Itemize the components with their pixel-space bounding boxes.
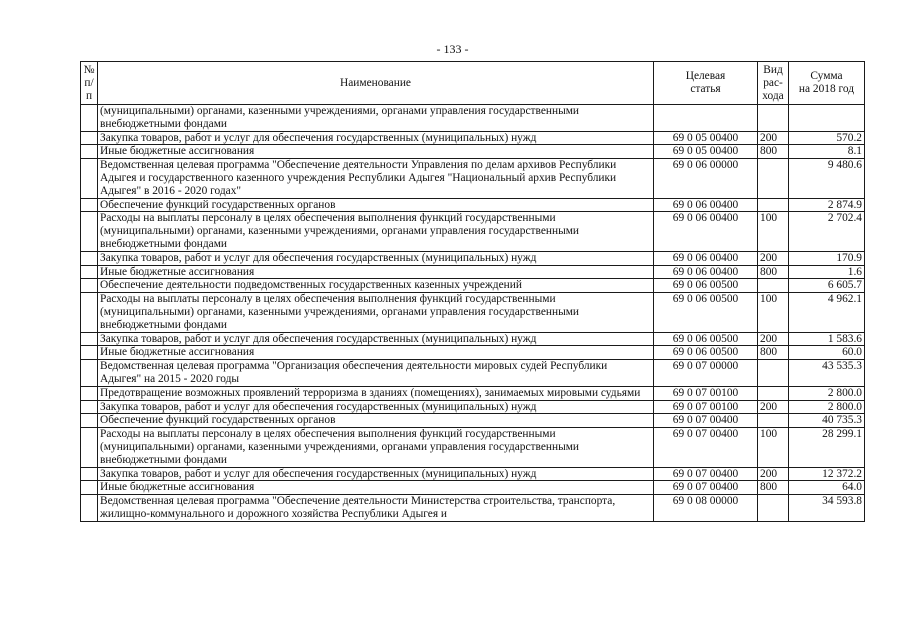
cell-target: 69 0 06 00400 (654, 251, 758, 265)
cell-num (81, 279, 98, 293)
cell-target: 69 0 06 00500 (654, 346, 758, 360)
cell-target: 69 0 06 00000 (654, 159, 758, 198)
cell-name: Обеспечение деятельности подведомственных государственных казенных учреждений (98, 279, 654, 293)
cell-name: Ведомственная целевая программа "Организация обеспечения деятельности мировых судей Республики Адыгея" на 2015 - 2020 годы (98, 360, 654, 387)
cell-num (81, 131, 98, 145)
table-row (81, 279, 865, 293)
cell-name: Закупка товаров, работ и услуг для обеспечения государственных (муниципальных) нужд (98, 400, 654, 414)
cell-type (758, 105, 789, 132)
header-sum (789, 62, 865, 105)
cell-type: 200 (758, 400, 789, 414)
cell-num (81, 495, 98, 522)
cell-type (758, 360, 789, 387)
cell-target: 69 0 06 00500 (654, 293, 758, 332)
cell-target: 69 0 06 00400 (654, 265, 758, 279)
header-type-line-2: рас- (763, 76, 783, 89)
cell-num (81, 212, 98, 251)
cell-type: 800 (758, 265, 789, 279)
table-row (81, 145, 865, 159)
table-row (81, 159, 865, 198)
cell-name: Расходы на выплаты персоналу в целях обеспечения выполнения функций государственными (муниципальными) органами, казенными учреждениями, органами управления государственными внебюджетными фондами (98, 212, 654, 251)
header-type-line-3: хода (762, 89, 784, 102)
header-target-line-1: Целевая (685, 70, 726, 82)
cell-num (81, 265, 98, 279)
cell-name: Иные бюджетные ассигнования (98, 265, 654, 279)
table-row (81, 467, 865, 481)
cell-name: (муниципальными) органами, казенными учреждениями, органами управления государственными внебюджетными фондами (98, 105, 654, 132)
header-type-line-1: Вид (763, 63, 783, 76)
table-row (81, 400, 865, 414)
cell-type (758, 386, 789, 400)
table-row (81, 386, 865, 400)
cell-name: Расходы на выплаты персоналу в целях обеспечения выполнения функций государственными (муниципальными) органами, казенными учреждениями, органами управления государственными внебюджетными фондами (98, 428, 654, 467)
cell-type: 800 (758, 481, 789, 495)
table-row (81, 212, 865, 251)
cell-num (81, 159, 98, 198)
cell-sum: 12 372.2 (789, 467, 865, 481)
cell-type (758, 279, 789, 293)
cell-type: 200 (758, 467, 789, 481)
cell-num (81, 105, 98, 132)
cell-name: Иные бюджетные ассигнования (98, 346, 654, 360)
cell-type: 100 (758, 212, 789, 251)
cell-name: Ведомственная целевая программа "Обеспечение деятельности Министерства строительства, транспорта, жилищно-коммунального и дорожного хозяйства Республики Адыгея и (98, 495, 654, 522)
cell-type: 200 (758, 131, 789, 145)
header-sum-line-2: на 2018 год (798, 83, 855, 95)
cell-name: Закупка товаров, работ и услуг для обеспечения государственных (муниципальных) нужд (98, 332, 654, 346)
cell-num (81, 251, 98, 265)
cell-sum: 64.0 (789, 481, 865, 495)
cell-sum: 1 583.6 (789, 332, 865, 346)
table-row (81, 332, 865, 346)
header-target-line-2: статья (690, 83, 721, 95)
page-number: - 133 - (436, 42, 469, 56)
table-row (81, 131, 865, 145)
cell-name: Обеспечение функций государственных органов (98, 414, 654, 428)
cell-type (758, 414, 789, 428)
cell-name: Закупка товаров, работ и услуг для обеспечения государственных (муниципальных) нужд (98, 131, 654, 145)
cell-num (81, 332, 98, 346)
cell-sum: 40 735.3 (789, 414, 865, 428)
header-sum-line-1: Сумма (810, 70, 843, 82)
cell-type: 800 (758, 346, 789, 360)
table-row (81, 198, 865, 212)
cell-target: 69 0 06 00500 (654, 332, 758, 346)
cell-sum: 2 800.0 (789, 400, 865, 414)
cell-target (654, 105, 758, 132)
cell-type: 100 (758, 293, 789, 332)
cell-type: 200 (758, 251, 789, 265)
cell-name: Закупка товаров, работ и услуг для обеспечения государственных (муниципальных) нужд (98, 251, 654, 265)
cell-type (758, 159, 789, 198)
table-row (81, 293, 865, 332)
cell-sum: 28 299.1 (789, 428, 865, 467)
header-num-line-1: № (83, 63, 95, 76)
table-row (81, 481, 865, 495)
header-type (758, 62, 789, 105)
budget-table (80, 61, 865, 522)
cell-sum: 1.6 (789, 265, 865, 279)
table-body (81, 105, 865, 522)
cell-sum: 2 874.9 (789, 198, 865, 212)
cell-target: 69 0 07 00000 (654, 360, 758, 387)
table-row (81, 105, 865, 132)
cell-sum: 2 800.0 (789, 386, 865, 400)
cell-sum: 60.0 (789, 346, 865, 360)
cell-sum: 170.9 (789, 251, 865, 265)
cell-type: 800 (758, 145, 789, 159)
cell-sum: 34 593.8 (789, 495, 865, 522)
cell-target: 69 0 07 00400 (654, 481, 758, 495)
cell-name: Предотвращение возможных проявлений терроризма в зданиях (помещениях), занимаемых мировыми судьями (98, 386, 654, 400)
table-row (81, 265, 865, 279)
table-header-row (81, 62, 865, 105)
table-row (81, 414, 865, 428)
cell-name: Обеспечение функций государственных органов (98, 198, 654, 212)
cell-sum: 6 605.7 (789, 279, 865, 293)
table-row (81, 251, 865, 265)
header-name: Наименование (98, 62, 654, 105)
cell-sum: 43 535.3 (789, 360, 865, 387)
cell-name: Иные бюджетные ассигнования (98, 481, 654, 495)
cell-type (758, 198, 789, 212)
cell-num (81, 414, 98, 428)
cell-target: 69 0 07 00400 (654, 428, 758, 467)
cell-name: Закупка товаров, работ и услуг для обеспечения государственных (муниципальных) нужд (98, 467, 654, 481)
cell-sum: 9 480.6 (789, 159, 865, 198)
cell-num (81, 293, 98, 332)
cell-target: 69 0 07 00400 (654, 467, 758, 481)
cell-num (81, 428, 98, 467)
cell-type: 200 (758, 332, 789, 346)
table-row (81, 428, 865, 467)
cell-num (81, 400, 98, 414)
cell-target: 69 0 06 00400 (654, 198, 758, 212)
cell-num (81, 467, 98, 481)
table-row (81, 346, 865, 360)
table-row (81, 495, 865, 522)
cell-target: 69 0 06 00400 (654, 212, 758, 251)
cell-name: Иные бюджетные ассигнования (98, 145, 654, 159)
cell-num (81, 386, 98, 400)
header-target (654, 62, 758, 105)
header-num (81, 62, 98, 105)
cell-sum: 8.1 (789, 145, 865, 159)
cell-num (81, 481, 98, 495)
cell-target: 69 0 08 00000 (654, 495, 758, 522)
header-num-line-2: п/п (84, 76, 94, 102)
cell-num (81, 145, 98, 159)
cell-target: 69 0 07 00400 (654, 414, 758, 428)
cell-name: Расходы на выплаты персоналу в целях обеспечения выполнения функций государственными (муниципальными) органами, казенными учреждениями, органами управления государственными внебюджетными фондами (98, 293, 654, 332)
cell-sum: 4 962.1 (789, 293, 865, 332)
cell-target: 69 0 05 00400 (654, 131, 758, 145)
cell-target: 69 0 06 00500 (654, 279, 758, 293)
cell-num (81, 346, 98, 360)
cell-name: Ведомственная целевая программа "Обеспечение деятельности Управления по делам архивов Республики Адыгея и государственного казенного учреждения Республики Адыгея "Национальный архив Республики Адыгея" в 2016 - 2020 годах" (98, 159, 654, 198)
cell-target: 69 0 07 00100 (654, 400, 758, 414)
cell-sum: 2 702.4 (789, 212, 865, 251)
cell-sum (789, 105, 865, 132)
cell-sum: 570.2 (789, 131, 865, 145)
table-row (81, 360, 865, 387)
cell-num (81, 198, 98, 212)
cell-type (758, 495, 789, 522)
cell-target: 69 0 05 00400 (654, 145, 758, 159)
cell-target: 69 0 07 00100 (654, 386, 758, 400)
cell-type: 100 (758, 428, 789, 467)
cell-num (81, 360, 98, 387)
